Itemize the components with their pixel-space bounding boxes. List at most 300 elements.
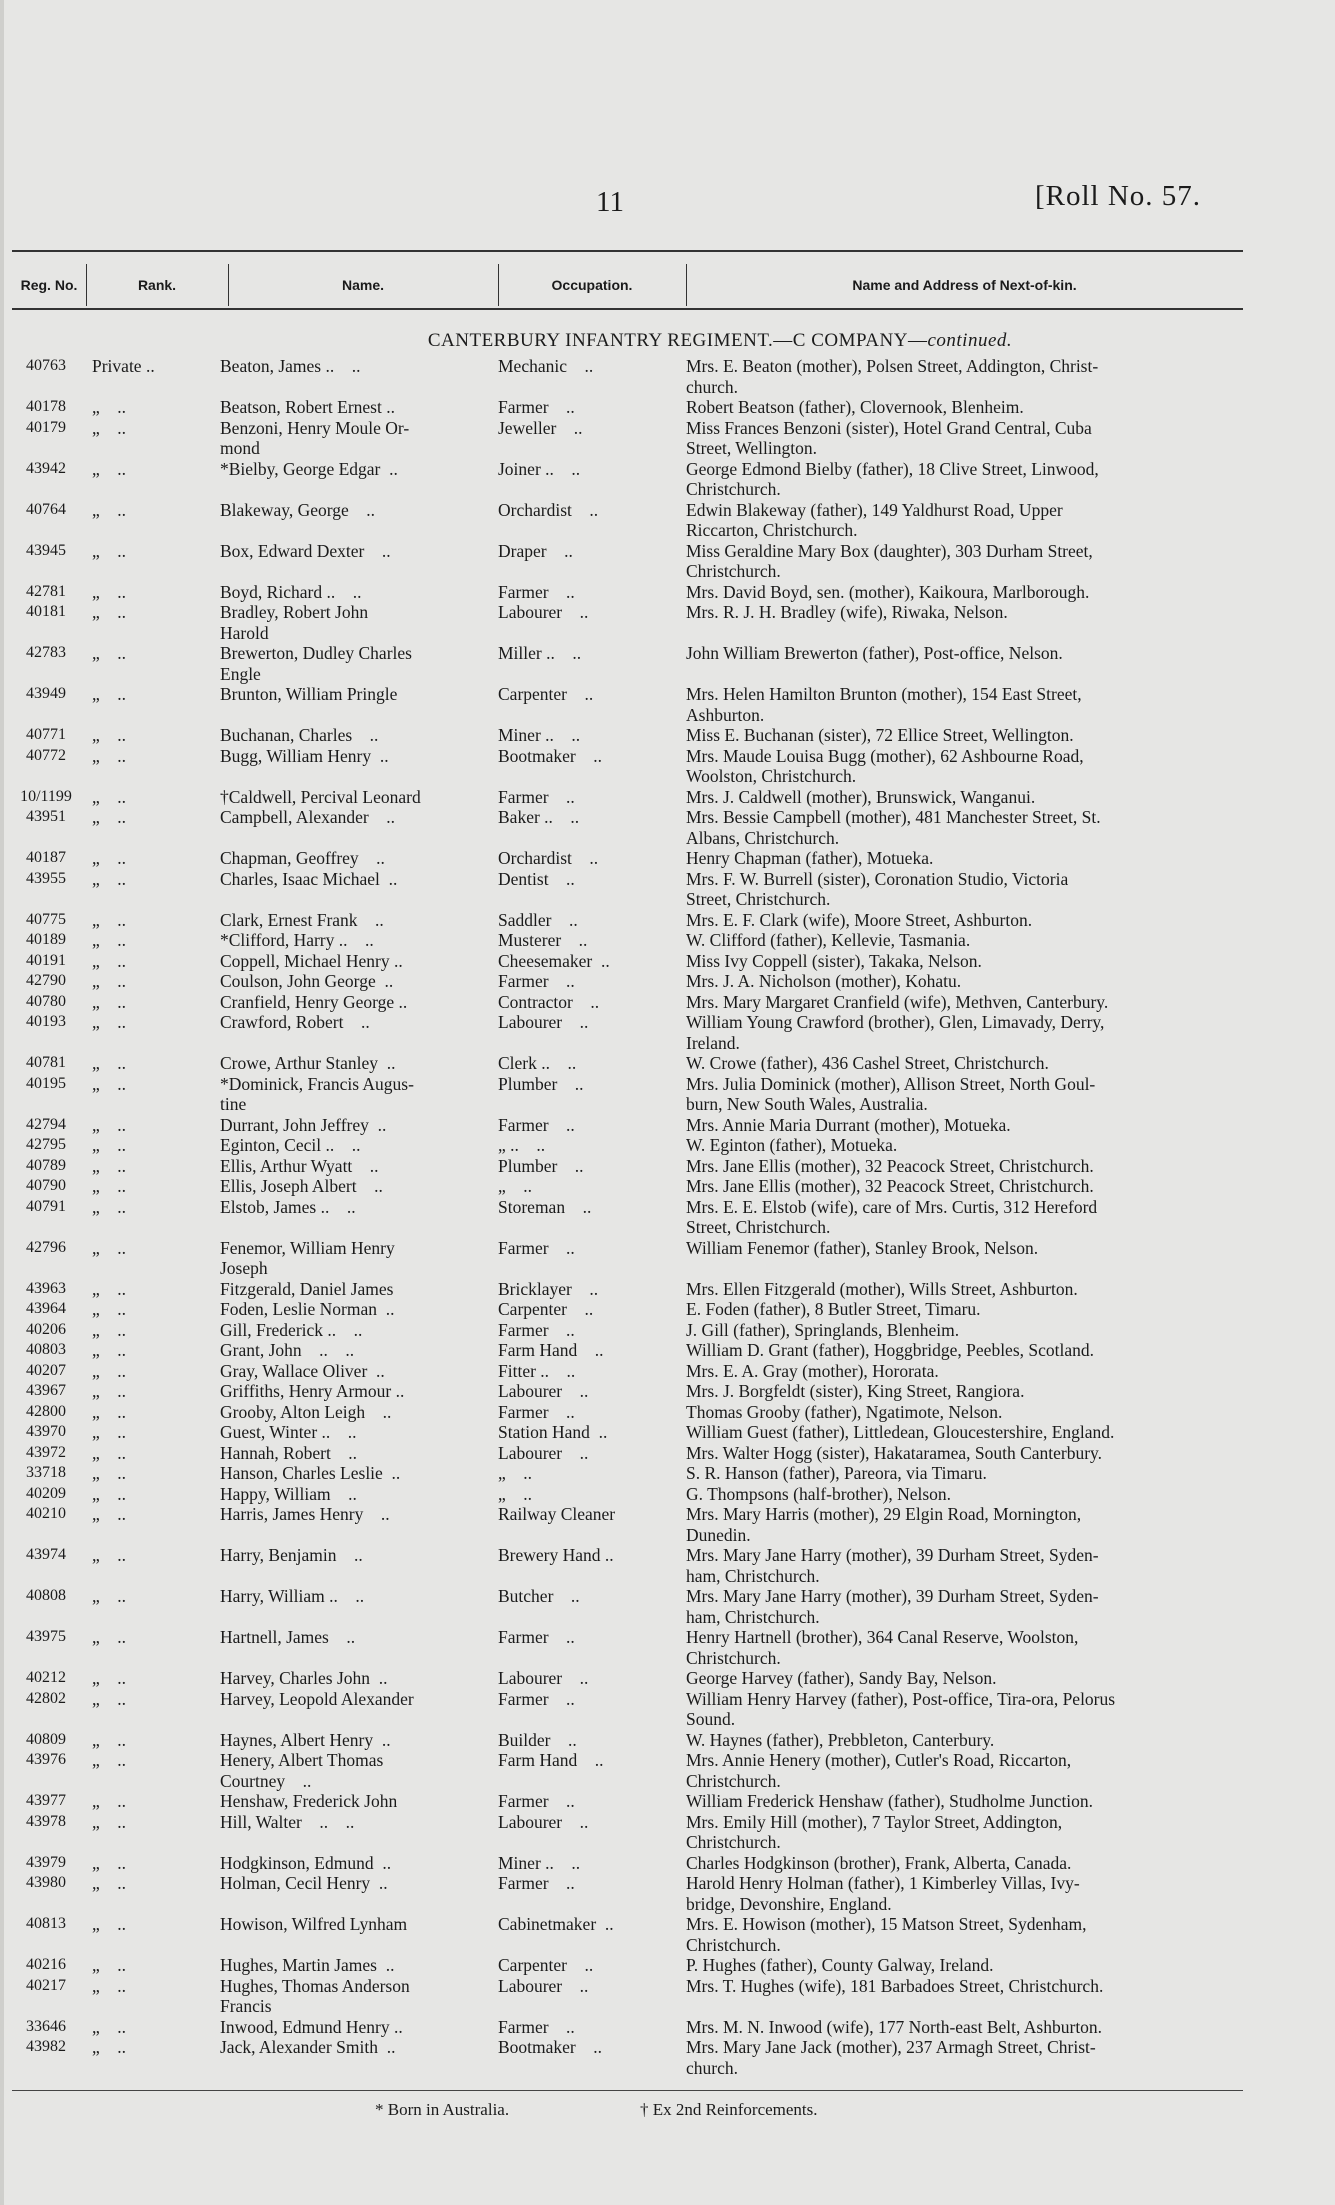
header-next-of-kin: Name and Address of Next-of-kin. [852,277,1077,293]
next-of-kin: William Fenemor (father), Stanley Brook, Nelson. [686,1237,1039,1258]
rank: „ .. [92,1688,127,1709]
section-title [200,330,1240,352]
reg-number: 40210 [26,1505,66,1522]
next-of-kin: G. Thompsons (half-brother), Nelson. [686,1483,952,1504]
next-of-kin: W. Haynes (father), Prebbleton, Canterbury. [686,1729,995,1750]
next-of-kin: Miss Ivy Coppell (sister), Takaka, Nelson. [686,950,982,971]
rank: „ .. [92,643,127,663]
table-row [0,500,1335,541]
top-rule [12,250,1243,252]
rank: Private .. [92,356,155,376]
table-row [0,992,1335,1013]
reg-number: 10/1199 [20,787,72,805]
rank: „ .. [92,725,127,745]
table-row [0,1176,1335,1197]
next-of-kin: W. Clifford (father), Kellevie, Tasmania. [686,930,971,950]
occupation: Farmer .. [498,1114,575,1135]
rank: „ .. [92,397,127,417]
next-of-kin: William D. Grant (father), Hoggbridge, Peebles, Scotland. [686,1340,1095,1360]
reg-number: 40789 [26,1156,66,1174]
rank: „ .. [92,1668,127,1688]
occupation: Miner .. .. [498,1852,581,1873]
next-of-kin: Mrs. Helen Hamilton Brunton (mother), 154 East Street, Ashburton. [686,684,1082,725]
table-row [0,1012,1335,1053]
reg-number: 42802 [26,1689,66,1707]
table-row [0,1586,1335,1627]
name: Harry, William .. .. [220,1586,365,1606]
next-of-kin: George Edmond Bielby (father), 18 Clive Street, Linwood, Christchurch. [686,458,1099,499]
table-row [0,1812,1335,1853]
reg-number: 43976 [26,1751,66,1768]
table-row [0,869,1335,910]
table-row [0,541,1335,582]
table-row [0,807,1335,848]
name: Henery, Albert Thomas Courtney .. [220,1750,384,1791]
next-of-kin: Mrs. Annie Maria Durrant (mother), Motueka. [686,1114,1011,1135]
reg-number: 40771 [26,726,66,743]
rank: „ .. [92,540,127,561]
occupation: Storeman .. [498,1196,592,1217]
name: Brewerton, Dudley Charles Engle [220,643,412,684]
next-of-kin: Mrs. Mary Harris (mother), 29 Elgin Road, Mornington, Dunedin. [686,1504,1082,1545]
reg-number: 43964 [26,1300,66,1317]
name: Bugg, William Henry .. [220,745,389,766]
table-row [0,930,1335,951]
rank: „ .. [92,909,127,930]
table-row [0,1914,1335,1955]
occupation: Plumber .. [498,1155,584,1176]
next-of-kin: Mrs. Ellen Fitzgerald (mother), Wills Street, Ashburton. [686,1278,1078,1299]
name: Coppell, Michael Henry .. [220,950,403,971]
footer-rule [12,2090,1243,2091]
next-of-kin: Mrs. E. F. Clark (wife), Moore Street, Ashburton. [686,909,1033,930]
reg-number: 40764 [26,500,66,518]
table-row [0,1053,1335,1074]
name: Brunton, William Pringle [220,684,398,704]
rank: „ .. [92,1319,127,1340]
next-of-kin: W. Crowe (father), 436 Cashel Street, Christchurch. [686,1053,1049,1073]
name: Coulson, John George .. [220,971,394,991]
rank: „ .. [92,848,127,868]
name: Harry, Benjamin .. [220,1545,363,1565]
occupation: Orchardist .. [498,499,599,520]
name: Crowe, Arthur Stanley .. [220,1053,396,1073]
rank: „ .. [92,1237,127,1258]
reg-number: 40209 [26,1484,66,1502]
table-row [0,848,1335,869]
name: Hartnell, James .. [220,1627,356,1647]
rank: „ .. [92,602,127,622]
occupation: Farmer .. [498,971,575,991]
reg-number: 43970 [26,1423,66,1440]
occupation: Dentist .. [498,868,575,889]
table-row [0,1422,1335,1443]
occupation: Farmer .. [498,397,575,417]
occupation: Farmer .. [498,1401,575,1422]
rank: „ .. [92,1975,127,1996]
table-row [0,1730,1335,1751]
rank: „ .. [92,1586,127,1606]
rank: „ .. [92,1729,127,1750]
occupation: Farm Hand .. [498,1750,604,1770]
occupation: Railway Cleaner [498,1504,616,1524]
table-row [0,1668,1335,1689]
occupation: „ .. [498,1176,533,1196]
rank: „ .. [92,950,127,971]
reg-number: 42781 [26,582,66,600]
table-row [0,1361,1335,1382]
name: Hughes, Martin James .. [220,1955,395,1975]
reg-number: 40216 [26,1956,66,1973]
name: *Dominick, Francis Augus- tine [220,1073,414,1114]
rank: „ .. [92,807,127,827]
table-row [0,1463,1335,1484]
table-row [0,746,1335,787]
next-of-kin: George Harvey (father), Sandy Bay, Nelson. [686,1668,997,1688]
name: Harvey, Charles John .. [220,1668,388,1688]
name: Inwood, Edmund Henry .. [220,2016,403,2037]
table-row [0,1750,1335,1791]
reg-number: 40187 [26,849,66,866]
next-of-kin: Mrs. J. A. Nicholson (mother), Kohatu. [686,971,962,991]
table-row [0,1340,1335,1361]
occupation: Labourer .. [498,1442,589,1463]
rank: „ .. [92,930,127,950]
reg-number: 40813 [26,1915,66,1932]
name: Ellis, Joseph Albert .. [220,1176,383,1196]
table-row [0,1238,1335,1279]
reg-number: 40181 [26,603,66,620]
reg-number: 43951 [26,808,66,825]
next-of-kin: W. Eginton (father), Motueka. [686,1135,898,1155]
name: Clark, Ernest Frank .. [220,909,384,930]
next-of-kin: Henry Chapman (father), Motueka. [686,848,934,868]
occupation: Jeweller .. [498,417,583,438]
name: Jack, Alexander Smith .. [220,2037,396,2057]
next-of-kin: Mrs. M. N. Inwood (wife), 177 North-east Belt, Ashburton. [686,2016,1103,2037]
reg-number: 42795 [26,1136,66,1153]
next-of-kin: Mrs. E. Howison (mother), 15 Matson Street, Sydenham, Christchurch. [686,1914,1087,1955]
rank: „ .. [92,1914,127,1934]
occupation: Miller .. .. [498,643,582,663]
table-row [0,971,1335,992]
name: Beatson, Robert Ernest .. [220,397,395,417]
occupation: Draper .. [498,540,573,561]
next-of-kin: Mrs. Emily Hill (mother), 7 Taylor Street, Addington, Christchurch. [686,1811,1063,1852]
rank: „ .. [92,581,127,602]
occupation: Clerk .. .. [498,1053,577,1073]
name: Elstob, James .. .. [220,1196,356,1217]
name: Guest, Winter .. .. [220,1422,357,1442]
occupation: Builder .. [498,1729,577,1750]
name: Harris, James Henry .. [220,1504,390,1524]
name: Haynes, Albert Henry .. [220,1729,391,1750]
reg-number: 33646 [26,2017,66,2035]
header-rule [12,308,1243,310]
rank: „ .. [92,1811,127,1832]
occupation: Butcher .. [498,1586,580,1606]
next-of-kin: William Young Crawford (brother), Glen, Limavady, Derry, Ireland. [686,1012,1105,1053]
table-row [0,951,1335,972]
occupation: Mechanic .. [498,356,594,376]
rank: „ .. [92,1463,127,1483]
next-of-kin: Mrs. J. Caldwell (mother), Brunswick, Wanganui. [686,786,1036,807]
reg-number: 43945 [26,541,66,559]
next-of-kin: Mrs. Walter Hogg (sister), Hakataramea, South Canterbury. [686,1442,1103,1463]
occupation: Cheesemaker .. [498,950,610,971]
occupation: Baker .. .. [498,807,580,827]
name: †Caldwell, Percival Leonard [220,786,421,807]
table-row [0,1504,1335,1545]
header-occupation: Occupation. [551,277,633,293]
occupation: Farmer .. [498,2016,575,2037]
occupation: Farmer .. [498,1791,575,1811]
occupation: „ .. [498,1483,533,1504]
page-number: 11 [596,186,624,218]
rank: „ .. [92,786,127,807]
occupation: Plumber .. [498,1073,584,1094]
next-of-kin: William Guest (father), Littledean, Gloucestershire, England. [686,1422,1115,1442]
rank: „ .. [92,1422,127,1442]
reg-number: 40781 [26,1054,66,1071]
table-row [0,725,1335,746]
name: Grant, John .. .. [220,1340,355,1360]
occupation: Station Hand .. [498,1422,608,1442]
occupation: Labourer .. [498,602,589,622]
table-row [0,1299,1335,1320]
rank: „ .. [92,1483,127,1504]
occupation: Bricklayer .. [498,1278,599,1299]
reg-number: 43978 [26,1812,66,1830]
next-of-kin: Robert Beatson (father), Clovernook, Blenheim. [686,397,1024,417]
occupation: Labourer .. [498,1012,589,1032]
rank: „ .. [92,2037,127,2057]
roll-table [0,356,1335,2078]
next-of-kin: Mrs. Jane Ellis (mother), 32 Peacock Street, Christchurch. [686,1155,1094,1176]
reg-number: 40207 [26,1361,66,1379]
name: *Bielby, George Edgar .. [220,458,398,479]
occupation: Bootmaker .. [498,745,603,766]
name: Benzoni, Henry Moule Or- mond [220,417,410,458]
next-of-kin: Mrs. Bessie Campbell (mother), 481 Manchester Street, St. Albans, Christchurch. [686,807,1101,848]
section-continued: continued. [927,330,1013,351]
reg-number: 43942 [26,459,66,477]
next-of-kin: Mrs. T. Hughes (wife), 181 Barbadoes Street, Christchurch. [686,1975,1104,1996]
table-row [0,1976,1335,2017]
reg-number: 40178 [26,398,66,415]
occupation: Farm Hand .. [498,1340,604,1360]
header-name: Name. [341,277,385,293]
reg-number: 40780 [26,992,66,1010]
rank: „ .. [92,1176,127,1196]
name: Grooby, Alton Leigh .. [220,1401,392,1422]
next-of-kin: William Henry Harvey (father), Post-office, Tira-ora, Pelorus Sound. [686,1688,1116,1729]
table-row [0,1074,1335,1115]
reg-number: 43974 [26,1546,66,1563]
reg-number: 40775 [26,910,66,928]
rank: „ .. [92,1196,127,1217]
rank: „ .. [92,1053,127,1073]
reg-number: 42794 [26,1115,66,1133]
table-row [0,1320,1335,1341]
name: Happy, William .. [220,1483,357,1504]
rank: „ .. [92,1401,127,1422]
name: Gill, Frederick .. .. [220,1319,363,1340]
next-of-kin: Mrs. E. Beaton (mother), Polsen Street, Addington, Christ- church. [686,356,1099,397]
name: Crawford, Robert .. [220,1012,370,1032]
section-title-text: CANTERBURY INFANTRY REGIMENT.—C COMPANY— [427,330,928,351]
rank: „ .. [92,1155,127,1176]
next-of-kin: Mrs. R. J. H. Bradley (wife), Riwaka, Nelson. [686,602,1008,622]
rank: „ .. [92,1627,127,1647]
occupation: Farmer .. [498,1873,575,1893]
name: Hodgkinson, Edmund .. [220,1852,392,1873]
roll-number: [Roll No. 57. [1035,180,1202,212]
name: Buchanan, Charles .. [220,725,379,745]
reg-number: 40772 [26,746,66,764]
occupation: Farmer .. [498,1688,575,1709]
reg-number: 42800 [26,1402,66,1420]
rank: „ .. [92,1073,127,1094]
table-row [0,459,1335,500]
rank: „ .. [92,1545,127,1565]
occupation: Carpenter .. [498,1299,594,1319]
reg-number: 40212 [26,1669,66,1686]
rank: „ .. [92,991,127,1012]
table-row [0,1955,1335,1976]
rank: „ .. [92,1381,127,1401]
name: Harvey, Leopold Alexander [220,1688,414,1709]
table-row [0,602,1335,643]
reg-number: 42790 [26,972,66,989]
name: Campbell, Alexander .. [220,807,395,827]
table-row [0,643,1335,684]
name: Chapman, Geoffrey .. [220,848,385,868]
rank: „ .. [92,1750,127,1770]
occupation: Brewery Hand .. [498,1545,614,1565]
table-row [0,1853,1335,1874]
reg-number: 43963 [26,1279,66,1297]
table-row [0,418,1335,459]
occupation: Musterer .. [498,930,588,950]
occupation: Farmer .. [498,786,575,807]
table-row [0,397,1335,418]
table-row [0,1156,1335,1177]
rank: „ .. [92,2016,127,2037]
reg-number: 40808 [26,1587,66,1604]
table-row [0,1484,1335,1505]
reg-number: 43975 [26,1628,66,1645]
name: Foden, Leslie Norman .. [220,1299,395,1319]
next-of-kin: Charles Hodgkinson (brother), Frank, Alberta, Canada. [686,1852,1072,1873]
rank: „ .. [92,1135,127,1155]
name: Beaton, James .. .. [220,356,361,376]
next-of-kin: Mrs. Maude Louisa Bugg (mother), 62 Ashbourne Road, Woolston, Christchurch. [686,745,1084,786]
occupation: „ .. [498,1463,533,1483]
occupation: Farmer .. [498,1627,575,1647]
next-of-kin: John William Brewerton (father), Post-office, Nelson. [686,643,1063,663]
name: Gray, Wallace Oliver .. [220,1360,385,1381]
table-row [0,1791,1335,1812]
table-row [0,2037,1335,2078]
next-of-kin: Mrs. Mary Margaret Cranfield (wife), Methven, Canterbury. [686,991,1109,1012]
table-row [0,1627,1335,1668]
occupation: Labourer .. [498,1381,589,1401]
table-row [0,910,1335,931]
reg-number: 43979 [26,1853,66,1871]
reg-number: 43955 [26,869,66,887]
rank: „ .. [92,1340,127,1360]
reg-number: 40790 [26,1177,66,1194]
name: Bradley, Robert John Harold [220,602,369,643]
rank: „ .. [92,1012,127,1032]
next-of-kin: Miss Geraldine Mary Box (daughter), 303 Durham Street, Christchurch. [686,540,1093,581]
reg-number: 40179 [26,418,66,436]
occupation: Farmer .. [498,1319,575,1340]
name: Hannah, Robert .. [220,1442,358,1463]
next-of-kin: Mrs. E. A. Gray (mother), Hororata. [686,1360,939,1381]
occupation: Carpenter .. [498,1955,594,1975]
rank: „ .. [92,458,127,479]
occupation: Joiner .. .. [498,458,581,479]
name: Griffiths, Henry Armour .. [220,1381,405,1401]
table-row [0,356,1335,397]
name: Hughes, Thomas Anderson Francis [220,1975,410,2016]
rank: „ .. [92,868,127,889]
table-row [0,1443,1335,1464]
occupation: Miner .. .. [498,725,581,745]
name: Cranfield, Henry George .. [220,991,408,1012]
occupation: Carpenter .. [498,684,594,704]
table-row [0,684,1335,725]
reg-number: 40803 [26,1341,66,1358]
table-row [0,1135,1335,1156]
occupation: „ .. .. [498,1135,546,1155]
rank: „ .. [92,745,127,766]
reg-number: 43967 [26,1382,66,1399]
reg-number: 43980 [26,1874,66,1891]
rank: „ .. [92,1852,127,1873]
reg-number: 40217 [26,1976,66,1994]
rank: „ .. [92,1360,127,1381]
next-of-kin: Mrs. David Boyd, sen. (mother), Kaikoura, Marlborough. [686,581,1090,602]
rank: „ .. [92,1114,127,1135]
next-of-kin: P. Hughes (father), County Galway, Ireland. [686,1955,994,1975]
next-of-kin: Miss E. Buchanan (sister), 72 Ellice Street, Wellington. [686,725,1074,745]
table-row [0,1197,1335,1238]
next-of-kin: Edwin Blakeway (father), 149 Yaldhurst Road, Upper Riccarton, Christchurch. [686,499,1063,540]
occupation: Labourer .. [498,1975,589,1996]
name: Box, Edward Dexter .. [220,540,391,561]
name: Fitzgerald, Daniel James [220,1278,394,1299]
rank: „ .. [92,1442,127,1463]
next-of-kin: Harold Henry Holman (father), 1 Kimberley Villas, Ivy- bridge, Devonshire, England. [686,1873,1080,1914]
rank: „ .. [92,499,127,520]
reg-number: 40193 [26,1013,66,1030]
table-header [12,264,1243,306]
rank: „ .. [92,1955,127,1975]
name: Fenemor, William Henry Joseph [220,1237,395,1278]
occupation: Contractor .. [498,991,600,1012]
occupation: Bootmaker .. [498,2037,603,2057]
rank: „ .. [92,971,127,991]
reg-number: 43972 [26,1443,66,1461]
occupation: Labourer .. [498,1668,589,1688]
next-of-kin: Thomas Grooby (father), Ngatimote, Nelson. [686,1401,1003,1422]
rank: „ .. [92,1504,127,1524]
next-of-kin: S. R. Hanson (father), Pareora, via Timaru. [686,1463,987,1483]
next-of-kin: Mrs. Mary Jane Harry (mother), 39 Durham Street, Syden- ham, Christchurch. [686,1586,1099,1627]
